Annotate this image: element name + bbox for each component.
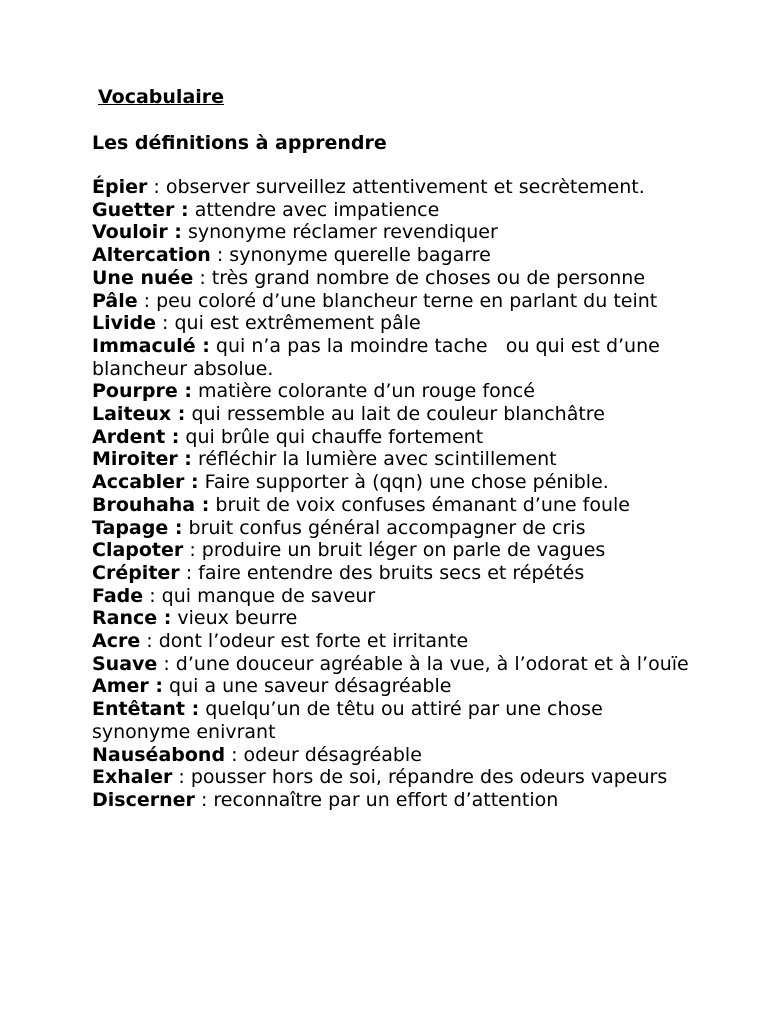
definition-entry	[92, 789, 692, 812]
definition-entry	[92, 176, 692, 199]
definition-text: : qui est extrêmement pâle	[156, 312, 421, 335]
definition-entry	[92, 290, 692, 313]
definition-term: Brouhaha :	[92, 493, 210, 516]
definition-text: : faire entendre des bruits secs et répétés	[179, 561, 585, 584]
definition-term: Guetter :	[92, 198, 189, 221]
definition-text: qui a une saveur désagréable	[162, 675, 452, 698]
definition-term: Pourpre :	[92, 380, 192, 403]
definition-term: Livide	[92, 312, 157, 335]
definition-text: Faire supporter à (qqn) une chose pénible.	[198, 471, 609, 494]
definition-term: Vouloir :	[92, 221, 182, 244]
definition-text: qui ressemble au lait de couleur blanchâtre	[185, 403, 605, 426]
definition-term: Pâle	[92, 289, 138, 312]
definition-text: matière colorante d’un rouge foncé	[191, 380, 535, 403]
definition-entry	[92, 585, 692, 608]
definition-term: Fade	[92, 584, 144, 607]
definition-term: Une nuée	[92, 266, 194, 289]
definition-term: Amer :	[92, 675, 163, 698]
definition-text: : très grand nombre de choses ou de personne	[193, 266, 646, 289]
definition-term: Crépiter	[92, 561, 180, 584]
definition-term: Discerner	[92, 788, 195, 811]
definition-entry	[92, 221, 692, 244]
definition-term: Nauséabond	[92, 743, 226, 766]
definition-entry	[92, 744, 692, 767]
definition-term: Épier	[92, 176, 148, 198]
definition-text: : odeur désagréable	[225, 743, 422, 766]
definition-entry	[92, 539, 692, 562]
definition-text: : peu coloré d’une blancheur terne en parlant du teint	[137, 289, 658, 312]
definition-text: : produire un bruit léger on parle de vagues	[183, 539, 606, 562]
definition-entry	[92, 562, 692, 585]
definition-text: qui brûle qui chauffe fortement	[179, 425, 484, 448]
definition-term: Miroiter :	[92, 448, 192, 471]
definition-text: quelqu’un de têtu ou attiré par une chose synonyme enivrant	[92, 698, 609, 743]
definition-text: synonyme réclamer revendiquer	[181, 221, 498, 244]
definition-entry	[92, 471, 692, 494]
definition-text: : observer surveillez attentivement et secrètement.	[147, 176, 645, 198]
definition-entry	[92, 199, 692, 222]
definition-text: bruit de voix confuses émanant d’une foule	[209, 493, 630, 516]
definition-entry	[92, 653, 692, 676]
definition-text: : dont l’odeur est forte et irritante	[140, 630, 469, 653]
definition-term: Acre	[92, 630, 141, 653]
definition-list	[92, 176, 692, 812]
definition-term: Altercation	[92, 244, 211, 267]
definition-entry	[92, 607, 692, 630]
definition-text: réfléchir la lumière avec scintillement	[191, 448, 557, 471]
definition-term: Ardent :	[92, 425, 180, 448]
definition-term: Tapage :	[92, 516, 183, 539]
definition-text: : d’une douceur agréable à la vue, à l’odorat et à l’ouïe	[157, 652, 689, 675]
definition-term: Entêtant :	[92, 698, 200, 721]
definition-entry	[92, 675, 692, 698]
definition-entry	[92, 267, 692, 290]
definition-text: attendre avec impatience	[188, 198, 440, 221]
definition-entry	[92, 244, 692, 267]
definition-term: Exhaler	[92, 766, 173, 789]
definition-entry	[92, 312, 692, 335]
definition-entry	[92, 403, 692, 426]
definition-entry	[92, 335, 692, 380]
definition-entry	[92, 698, 692, 743]
definition-term: Clapoter	[92, 539, 184, 562]
definition-entry	[92, 426, 692, 449]
definition-term: Suave	[92, 652, 158, 675]
definition-text: qui n’a pas la moindre tache ou qui est d’une blancheur absolue.	[92, 334, 666, 380]
definition-entry	[92, 380, 692, 403]
definition-term: Rance :	[92, 607, 172, 630]
document-subtitle: Les définitions à apprendre	[92, 132, 387, 154]
definition-term: Immaculé :	[92, 334, 210, 357]
definition-text: bruit confus général accompagner de cris	[182, 516, 586, 539]
definition-entry	[92, 448, 692, 471]
definition-entry	[92, 766, 692, 789]
definition-term: Laiteux :	[92, 403, 186, 426]
definition-entry	[92, 517, 692, 540]
definition-text: : synonyme querelle bagarre	[210, 244, 491, 267]
definition-text: : pousser hors de soi, répandre des odeurs vapeurs	[172, 766, 668, 789]
definition-text: : qui manque de saveur	[143, 584, 376, 607]
definition-text: : reconnaître par un effort d’attention	[194, 788, 559, 811]
document-title: Vocabulaire	[98, 86, 225, 108]
definition-text: vieux beurre	[171, 607, 298, 630]
definition-term: Accabler :	[92, 471, 199, 494]
definition-entry	[92, 494, 692, 517]
definition-entry	[92, 630, 692, 653]
